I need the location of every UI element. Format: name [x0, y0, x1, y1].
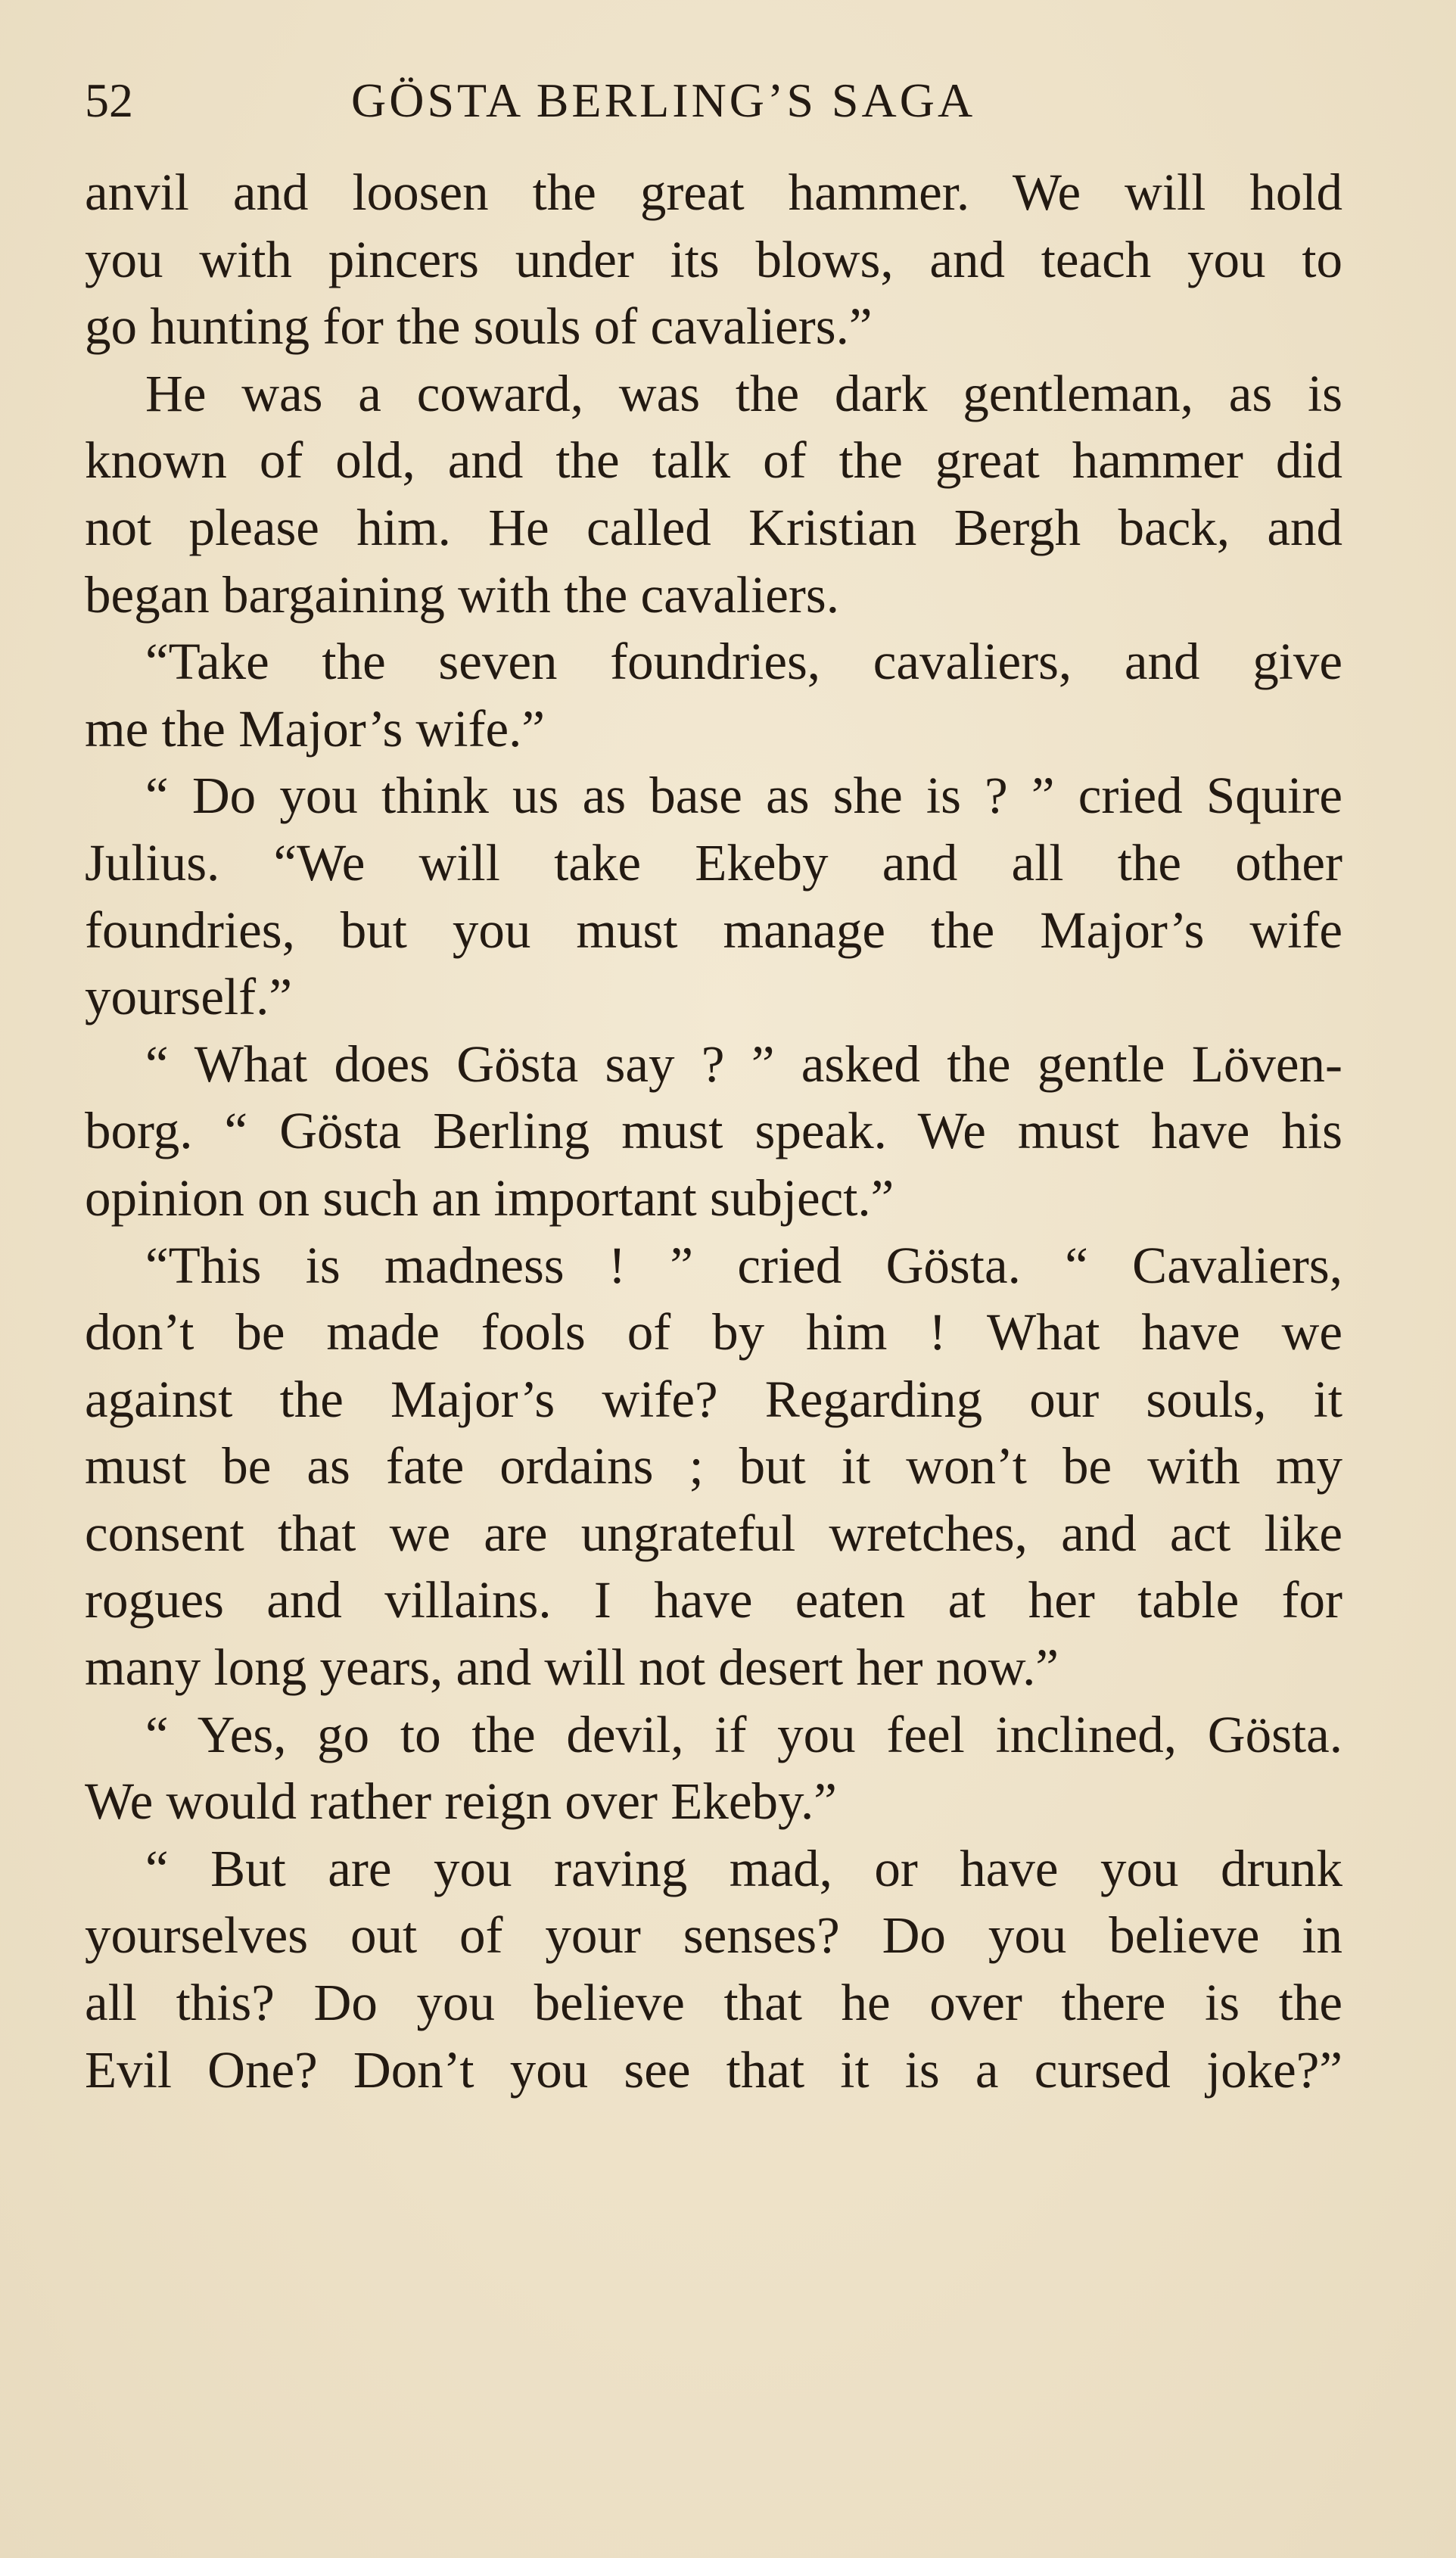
- paragraph: [85, 159, 1342, 360]
- text-line: many long years, and will not desert her now.”: [85, 1638, 1059, 1697]
- text-line: “ Yes, go to the devil, if you feel inclined, Gösta.: [145, 1705, 1342, 1763]
- paragraph: [85, 1701, 1342, 1835]
- running-title: GÖSTA BERLING’S SAGA: [351, 73, 976, 127]
- text-line: “ Do you think us as base as she is ? ” cried Squire: [145, 767, 1342, 825]
- text-line: “Take the seven foundries, cavaliers, and give: [145, 633, 1342, 691]
- text-line: “This is madness ! ” cried Gösta. “ Cavaliers,: [145, 1236, 1342, 1294]
- text-line: must be as fate ordains ; but it won’t be with my: [85, 1437, 1342, 1495]
- text-line: We would rather reign over Ekeby.”: [85, 1772, 837, 1831]
- text-line: go hunting for the souls of cavaliers.”: [85, 297, 873, 356]
- text-line: “ What does Gösta say ? ” asked the gentle Löven-: [145, 1035, 1342, 1093]
- paragraph: [85, 1835, 1342, 2103]
- paragraph: [85, 762, 1342, 1030]
- text-line: began bargaining with the cavaliers.: [85, 565, 839, 624]
- text-line: opinion on such an important subject.”: [85, 1169, 894, 1227]
- body-text: [85, 159, 1342, 2103]
- text-line: anvil and loosen the great hammer. We will hold: [85, 163, 1342, 221]
- text-line: me the Major’s wife.”: [85, 699, 546, 758]
- page-number: 52: [85, 73, 133, 127]
- text-line: He was a coward, was the dark gentleman, as is: [145, 364, 1342, 422]
- page-header: [85, 67, 1371, 135]
- text-line: all this? Do you believe that he over there is the: [85, 1974, 1342, 2032]
- text-line: foundries, but you must manage the Major’s wife: [85, 901, 1342, 959]
- text-line: known of old, and the talk of the great hammer did: [85, 431, 1342, 490]
- text-line: Evil One? Don’t you see that it is a cursed joke?”: [85, 2040, 1342, 2099]
- text-line: yourselves out of your senses? Do you believe in: [85, 1906, 1342, 1965]
- paragraph: [85, 628, 1342, 762]
- text-line: rogues and villains. I have eaten at her table for: [85, 1571, 1342, 1629]
- paragraph: [85, 1232, 1342, 1701]
- text-line: against the Major’s wife? Regarding our souls, it: [85, 1370, 1342, 1428]
- text-line: you with pincers under its blows, and teach you to: [85, 230, 1342, 288]
- text-line: “ But are you raving mad, or have you drunk: [145, 1839, 1342, 1897]
- text-line: borg. “ Gösta Berling must speak. We must have his: [85, 1102, 1342, 1160]
- text-line: Julius. “We will take Ekeby and all the other: [85, 833, 1342, 892]
- text-line: yourself.”: [85, 968, 292, 1026]
- text-line: not please him. He called Kristian Bergh back, and: [85, 498, 1342, 556]
- text-line: don’t be made fools of by him ! What have we: [85, 1303, 1342, 1361]
- paragraph: [85, 360, 1342, 628]
- text-line: consent that we are ungrateful wretches, and act like: [85, 1504, 1342, 1562]
- paragraph: [85, 1031, 1342, 1232]
